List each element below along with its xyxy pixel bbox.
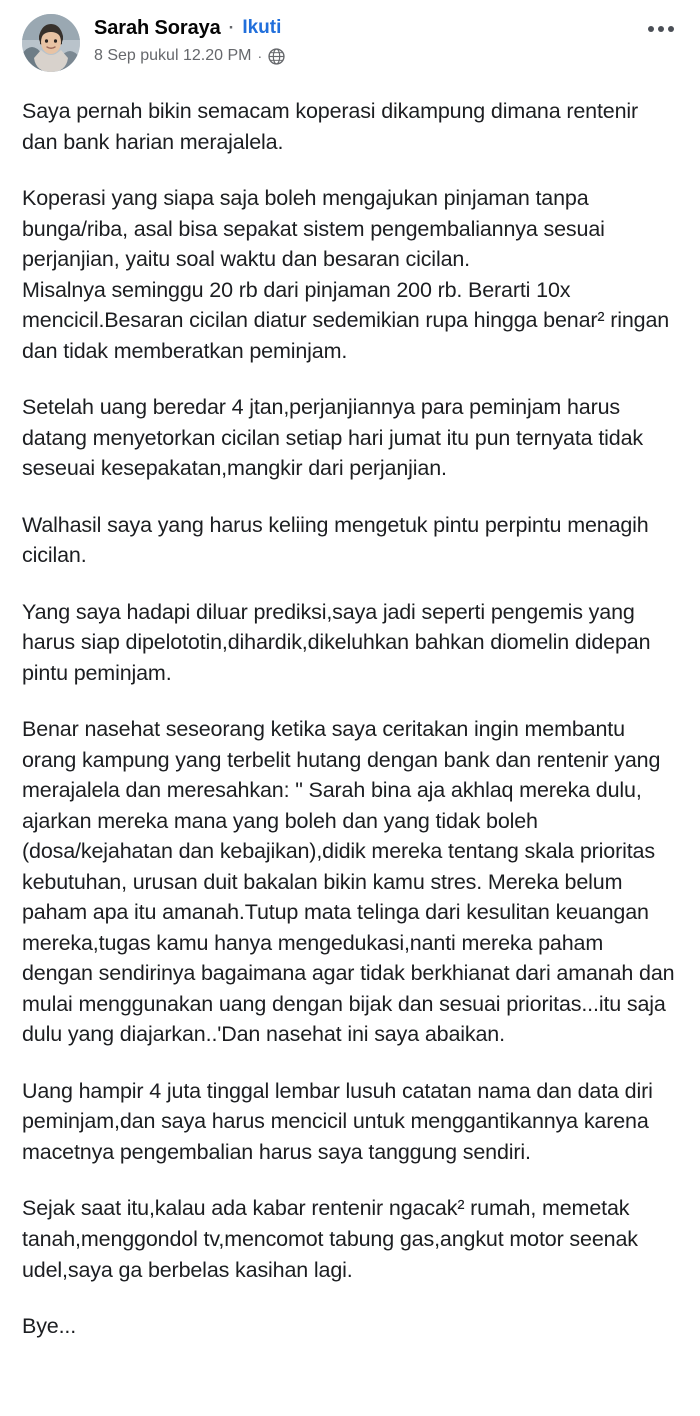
avatar[interactable] (22, 14, 80, 72)
post-timestamp[interactable]: 8 Sep pukul 12.20 PM (94, 47, 252, 64)
post-paragraph: Yang saya hadapi diluar prediksi,saya jadi seperti pengemis yang harus siap dipelototin,dihardik,dikeluhkan bahkan diomelin didepan pintu peminjam. (22, 599, 651, 685)
post-paragraph: Walhasil saya yang harus keliing mengetuk pintu perpintu menagih cicilan. (22, 512, 649, 568)
meta-separator: · (257, 48, 263, 64)
post-paragraph: Misalnya seminggu 20 rb dari pinjaman 200 rb. Berarti 10x mencicil.Besaran cicilan diatur sedemikian rupa hingga benar² ringan dan tidak memberatkan peminjam. (22, 277, 670, 363)
post-paragraph: Koperasi yang siapa saja boleh mengajukan pinjaman tanpa bunga/riba, asal bisa sepakat sistem pengembaliannya sesuai perjanjian, yaitu soal waktu dan besaran cicilan. (22, 186, 605, 272)
author-separator: · (228, 17, 235, 37)
post-author-block (94, 14, 285, 65)
more-dot (648, 26, 654, 32)
more-dot (668, 26, 674, 32)
post-paragraph: Bye... (22, 1314, 77, 1339)
more-options-icon[interactable] (644, 16, 678, 42)
follow-link[interactable]: Ikuti (242, 16, 282, 38)
post-paragraph: Sejak saat itu,kalau ada kabar rentenir ngacak² rumah, memetak tanah,menggondol tv,mencomot tabung gas,angkut motor seenak udel,saya ga berbelas kasihan lagi. (22, 1196, 638, 1282)
author-line (94, 16, 285, 40)
post-meta (94, 47, 285, 65)
post-header (22, 0, 678, 78)
post-text (22, 78, 678, 1352)
post-paragraph: Saya pernah bikin semacam koperasi dikampung dimana rentenir dan bank harian merajalela. (22, 99, 639, 154)
post-paragraph: Setelah uang beredar 4 jtan,perjanjiannya para peminjam harus datang menyetorkan cicilan setiap hari jumat itu pun ternyata tidak seseuai kesepakatan,mangkir dari perjanjian. (22, 395, 643, 481)
author-name[interactable]: Sarah Soraya (94, 17, 221, 39)
globe-icon[interactable] (268, 48, 285, 65)
post-paragraph: Benar nasehat seseorang ketika saya ceritakan ingin membantu orang kampung yang terbelit hutang dengan bank dan rentenir yang merajalela dan meresahkan: " Sarah bina aja akhlaq mereka dulu, ajarkan mereka mana yang boleh dan yang tidak boleh (dosa/kejahatan dan kebajikan),didik mereka tentang skala prioritas kebutuhan, urusan duit bakalan bikin kamu stres. Mereka belum paham apa itu amanah.Tutup mata telinga dari kesulitan keuangan mereka,tugas kamu hanya mengedukasi,nanti mereka paham dengan sendirinya bagaimana agar tidak berkhianat dari amanah dan mulai menggunakan uang dengan bijak dan sesuai prioritas...itu saja dulu yang diajarkan..'Dan nasehat ini saya abaikan. (22, 717, 675, 1047)
more-dot (658, 26, 664, 32)
post-paragraph: Uang hampir 4 juta tinggal lembar lusuh catatan nama dan data diri peminjam,dan saya harus mencicil untuk menggantikannya karena macetnya pengembalian harus saya tanggung sendiri. (22, 1078, 653, 1164)
